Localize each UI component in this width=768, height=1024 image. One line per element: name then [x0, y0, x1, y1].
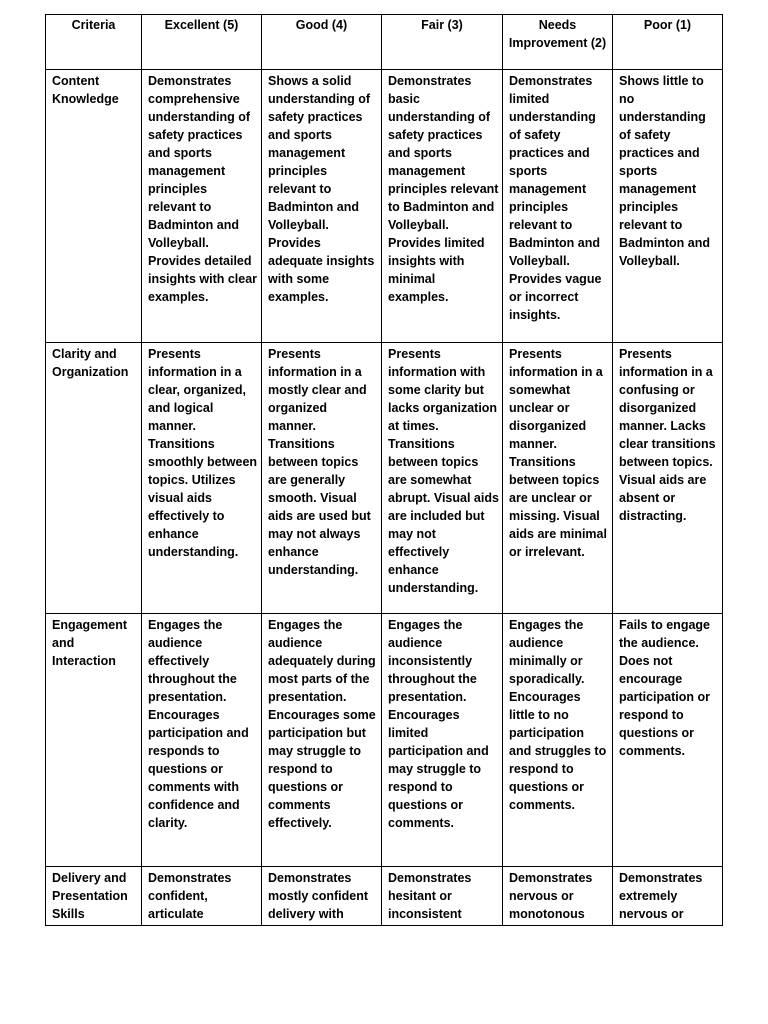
table-row: [46, 867, 723, 926]
rating-cell: Presents information in a confusing or disorganized manner. Lacks clear transitions between topics. Visual aids are absent or distracting.: [613, 343, 723, 614]
header-row: [46, 15, 723, 70]
rating-cell: Engages the audience inconsistently throughout the presentation. Encourages limited participation and may struggle to respond to questions or comments.: [382, 614, 503, 867]
rating-cell: Demonstrates mostly confident delivery with: [262, 867, 382, 926]
header-poor: Poor (1): [613, 15, 723, 70]
rating-cell: Shows a solid understanding of safety practices and sports management principles relevant to Badminton and Volleyball. Provides adequate insights with some examples.: [262, 70, 382, 343]
rating-cell: Demonstrates extremely nervous or: [613, 867, 723, 926]
rating-cell: Demonstrates hesitant or inconsistent: [382, 867, 503, 926]
criteria-cell: Clarity and Organization: [46, 343, 142, 614]
rating-cell: Presents information in a somewhat unclear or disorganized manner. Transitions between topics are unclear or missing. Visual aids are minimal or irrelevant.: [503, 343, 613, 614]
rating-cell: Engages the audience adequately during most parts of the presentation. Encourages some participation but may struggle to respond to questions or comments effectively.: [262, 614, 382, 867]
header-criteria: Criteria: [46, 15, 142, 70]
header-needs-improvement: Needs Improvement (2): [503, 15, 613, 70]
rating-cell: Presents information in a mostly clear and organized manner. Transitions between topics are generally smooth. Visual aids are used but may not always enhance understanding.: [262, 343, 382, 614]
rating-cell: Demonstrates limited understanding of safety practices and sports management principles relevant to Badminton and Volleyball. Provides vague or incorrect insights.: [503, 70, 613, 343]
rating-cell: Fails to engage the audience. Does not encourage participation or respond to questions or comments.: [613, 614, 723, 867]
rating-cell: Shows little to no understanding of safety practices and sports management principles relevant to Badminton and Volleyball.: [613, 70, 723, 343]
rating-cell: Presents information with some clarity but lacks organization at times. Transitions between topics are somewhat abrupt. Visual aids are included but may not effectively enhance understanding.: [382, 343, 503, 614]
criteria-cell: Delivery and Presentation Skills: [46, 867, 142, 926]
rating-cell: Demonstrates basic understanding of safety practices and sports management principles relevant to Badminton and Volleyball. Provides limited insights with minimal examples.: [382, 70, 503, 343]
rating-cell: Engages the audience minimally or sporadically. Encourages little to no participation and struggles to respond to questions or comments.: [503, 614, 613, 867]
criteria-cell: Engagement and Interaction: [46, 614, 142, 867]
criteria-cell: Content Knowledge: [46, 70, 142, 343]
table-row: [46, 343, 723, 614]
rating-cell: Demonstrates confident, articulate: [142, 867, 262, 926]
rating-cell: Demonstrates comprehensive understanding of safety practices and sports management principles relevant to Badminton and Volleyball. Provides detailed insights with clear examples.: [142, 70, 262, 343]
header-fair: Fair (3): [382, 15, 503, 70]
table-row: [46, 70, 723, 343]
rating-cell: Demonstrates nervous or monotonous: [503, 867, 613, 926]
header-good: Good (4): [262, 15, 382, 70]
table-row: [46, 614, 723, 867]
rating-cell: Presents information in a clear, organized, and logical manner. Transitions smoothly between topics. Utilizes visual aids effectively to enhance understanding.: [142, 343, 262, 614]
rating-cell: Engages the audience effectively throughout the presentation. Encourages participation and responds to questions or comments with confidence and clarity.: [142, 614, 262, 867]
rubric-table: [45, 14, 723, 926]
header-excellent: Excellent (5): [142, 15, 262, 70]
